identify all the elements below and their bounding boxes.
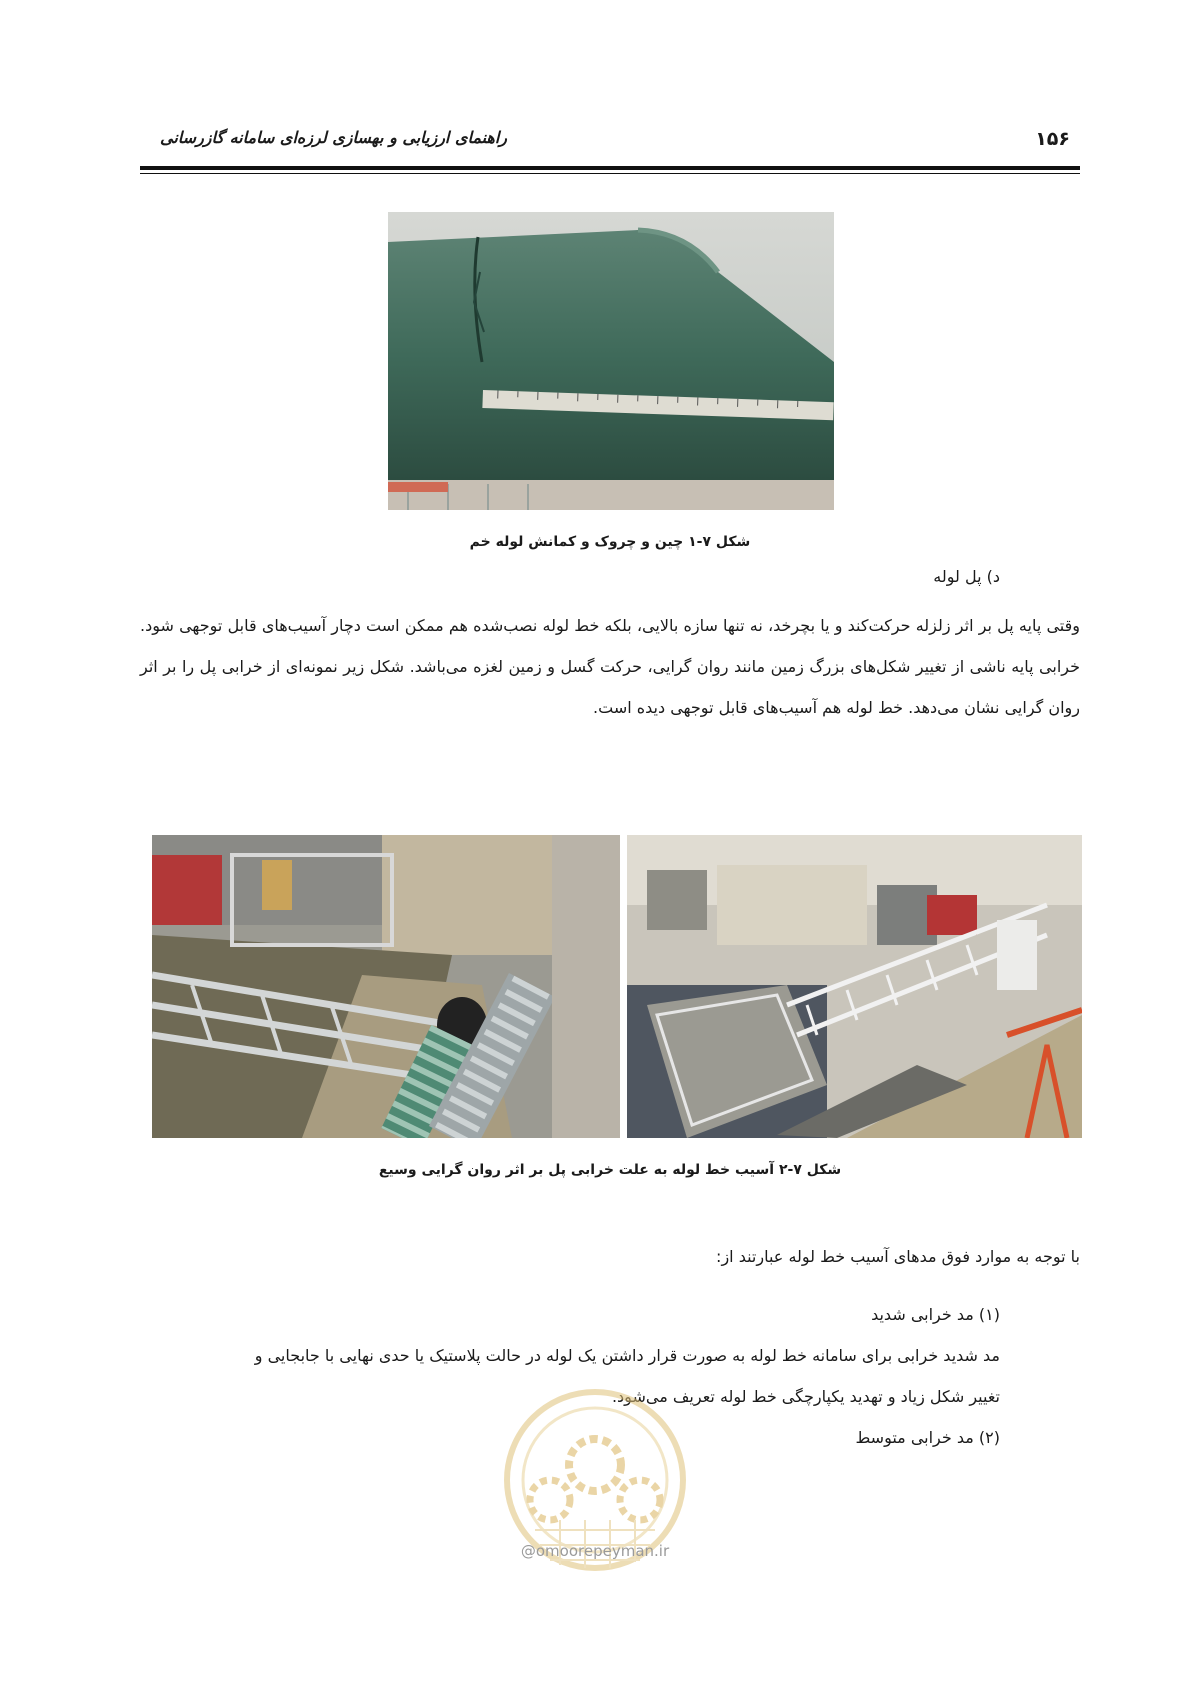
buckled-pipe-illustration [388, 212, 834, 510]
page-number: ۱۵۶ [1035, 128, 1070, 150]
mode-1-text-line-1: مد شدید خرابی برای سامانه خط لوله به صورت قرار داشتن یک لوله در حالت پلاستیک یا حدی نهایی با جابجایی و [254, 1346, 1000, 1365]
mode-1-text-line-2: تغییر شکل زیاد و تهدید یکپارچگی خط لوله تعریف می‌شود. [611, 1387, 1000, 1406]
damage-modes-intro: با توجه به موارد فوق مدهای آسیب خط لوله عبارتند از: [716, 1247, 1080, 1266]
figure-2-caption: شکل ۷-۲ آسیب خط لوله به علت خرابی پل بر اثر روان گرایی وسیع [378, 1162, 842, 1178]
figure-2-photo-left [152, 835, 620, 1138]
section-d-paragraph: وقتی پایه پل بر اثر زلزله حرکت‌کند و یا بچرخد، نه تنها سازه بالایی، بلکه خط لوله نصب‌شده هم ممکن است دچار آسیب‌های قابل توجهی شود. خرابی پایه ناشی از تغییر شکل‌های بزرگ زمین مانند روان گرایی، حرکت گسل و زمین لغزه می‌باشد. شکل زیر نمونه‌ای از خرابی پل را بر اثر روان گرایی نشان می‌دهد. خط لوله هم آسیب‌های قابل توجهی دیده است. [140, 616, 1080, 717]
running-title: راهنمای ارزیابی و بهسازی لرزه‌ای سامانه گازرسانی [160, 128, 508, 147]
section-d-heading: د) پل لوله [933, 567, 1000, 586]
mode-1-heading: (۱) مد خرابی شدید [871, 1305, 1000, 1324]
mode-2-heading: (۲) مد خرابی متوسط [855, 1428, 1000, 1447]
watermark-seal-logo [490, 1370, 700, 1610]
header-rule [140, 166, 1080, 170]
figure-2-photo-right [627, 835, 1082, 1138]
page-header [140, 128, 1080, 158]
watermark-url: @omoorepeyman.ir [520, 1542, 670, 1560]
collapsed-bridge-illustration [627, 835, 1082, 1138]
header-rule-thin [140, 173, 1080, 174]
pipe-bridge-abutment-illustration [152, 835, 620, 1138]
figure-1-photo [388, 212, 834, 510]
figure-1-caption: شکل ۷-۱ چین و چروک و کمانش لوله خم [469, 534, 751, 550]
